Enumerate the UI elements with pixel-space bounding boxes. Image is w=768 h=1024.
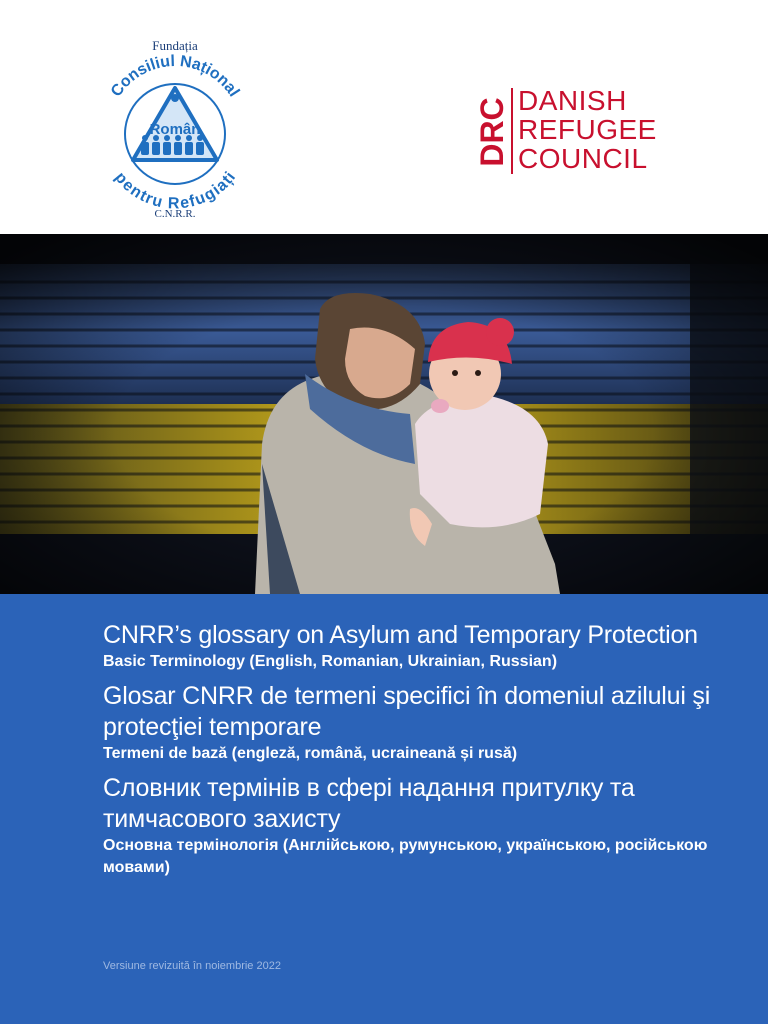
drc-word-council: COUNCIL <box>518 143 648 174</box>
subtitle-english: Basic Terminology (English, Romanian, Ukrainian, Russian) <box>103 653 558 670</box>
title-ukrainian: Словник термінів в сфері надання притулку та тимчасового захисту <box>103 774 635 833</box>
version-note: Versiune revizuită în noiembrie 2022 <box>103 960 281 972</box>
logo-acronym: C.N.R.R. <box>154 208 196 220</box>
cnrr-logo-graphic <box>95 30 255 222</box>
drc-word-refugee: REFUGEE <box>518 114 657 145</box>
section-ukrainian <box>103 773 743 879</box>
drc-wordmark <box>518 86 668 173</box>
drc-divider <box>511 88 513 174</box>
subtitle-romanian: Termeni de bază (engleză, română, ucraineană și rusă) <box>103 745 518 762</box>
logo-fundatia-text: Fundația <box>152 38 198 53</box>
title-panel <box>0 594 768 1024</box>
logo-center-word: Român <box>149 121 201 138</box>
section-romanian <box>103 681 743 765</box>
section-english <box>103 620 743 673</box>
drc-word-danish: DANISH <box>518 85 627 116</box>
svg-text:DRC: DRC <box>474 97 510 167</box>
title-english: CNRR’s glossary on Asylum and Temporary Protection <box>103 621 698 649</box>
cover-photo <box>0 234 768 594</box>
cover-header <box>0 0 768 234</box>
cnrr-logo <box>95 30 255 222</box>
logo-arc-bottom: pentru Refugiați <box>111 169 240 213</box>
mother-child-illustration <box>0 234 768 594</box>
drc-logo <box>474 85 668 178</box>
drc-vertical-letters <box>474 86 510 178</box>
logo-arc-top: Consiliul Național <box>107 52 243 101</box>
subtitle-ukrainian: Основна термінологія (Англійською, румунською, українською, російською мовами) <box>103 837 708 876</box>
title-block <box>103 620 743 887</box>
title-romanian: Glosar CNRR de termeni specifici în domeniul azilului şi protecţiei temporare <box>103 682 711 741</box>
